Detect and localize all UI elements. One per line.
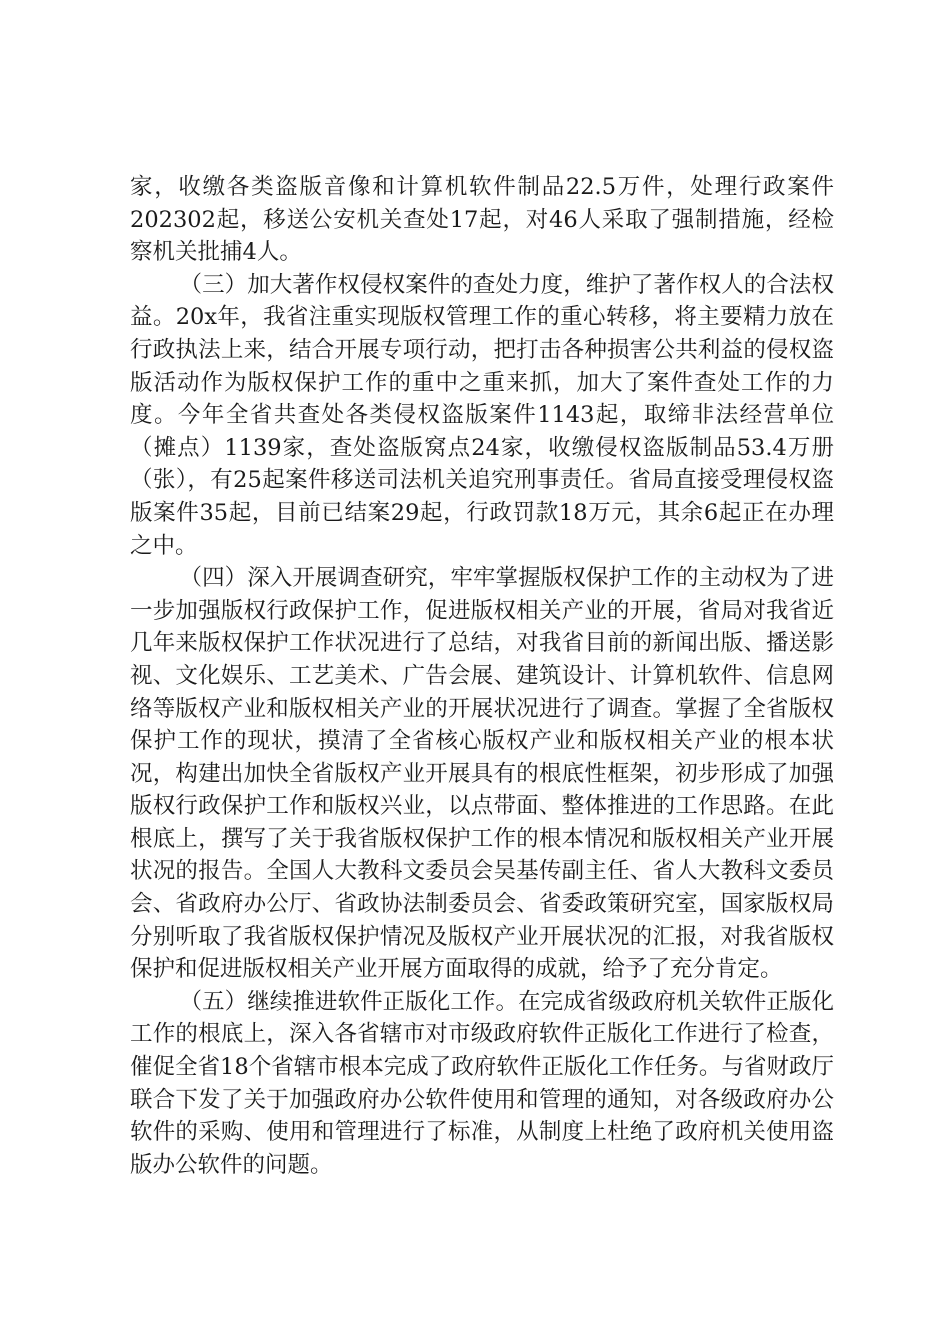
- paragraph-section-5: （五）继续推进软件正版化工作。在完成省级政府机关软件正版化工作的根底上，深入各省辖市对市级政府软件正版化工作进行了检查，催促全省18个省辖市根本完成了政府软件正版化工作任务。与省财政厅联合下发了关于加强政府办公软件使用和管理的通知，对各级政府办公软件的采购、使用和管理进行了标准，从制度上杜绝了政府机关使用盗版办公软件的问题。: [130, 988, 834, 1178]
- document-page: [130, 171, 834, 1181]
- paragraph-section-4: （四）深入开展调查研究，牢牢掌握版权保护工作的主动权为了进一步加强版权行政保护工作，促进版权相关产业的开展，省局对我省近几年来版权保护工作状况进行了总结，对我省目前的新闻出版、播送影视、文化娱乐、工艺美术、广告会展、建筑设计、计算机软件、信息网络等版权产业和版权相关产业的开展状况进行了调查。掌握了全省版权保护工作的现状，摸清了全省核心版权产业和版权相关产业的根本状况，构建出加快全省版权产业开展具有的根底性框架，初步形成了加强版权行政保护工作和版权兴业，以点带面、整体推进的工作思路。在此根底上，撰写了关于我省版权保护工作的根本情况和版权相关产业开展状况的报告。全国人大教科文委员会吴基传副主任、省人大教科文委员会、省政府办公厅、省政协法制委员会、省委政策研究室，国家版权局分别听取了我省版权保护情况及版权产业开展状况的汇报，对我省版权保护和促进版权相关产业开展方面取得的成就，给予了充分肯定。: [130, 565, 834, 983]
- paragraph-continuation: 家，收缴各类盗版音像和计算机软件制品22.5万件，处理行政案件202302起，移送公安机关查处17起，对46人采取了强制措施，经检察机关批捕4人。: [130, 174, 834, 266]
- paragraph-section-3: （三）加大著作权侵权案件的查处力度，维护了著作权人的合法权益。20x年，我省注重实现版权管理工作的重心转移，将主要精力放在行政执法上来，结合开展专项行动，把打击各种损害公共利益的侵权盗版活动作为版权保护工作的重中之重来抓，加大了案件查处工作的力度。今年全省共查处各类侵权盗版案件1143起，取缔非法经营单位（摊点）1139家，查处盗版窝点24家，收缴侵权盗版制品53.4万册（张），有25起案件移送司法机关追究刑事责任。省局直接受理侵权盗版案件35起，目前已结案29起，行政罚款18万元，其余6起正在办理之中。: [130, 271, 834, 559]
